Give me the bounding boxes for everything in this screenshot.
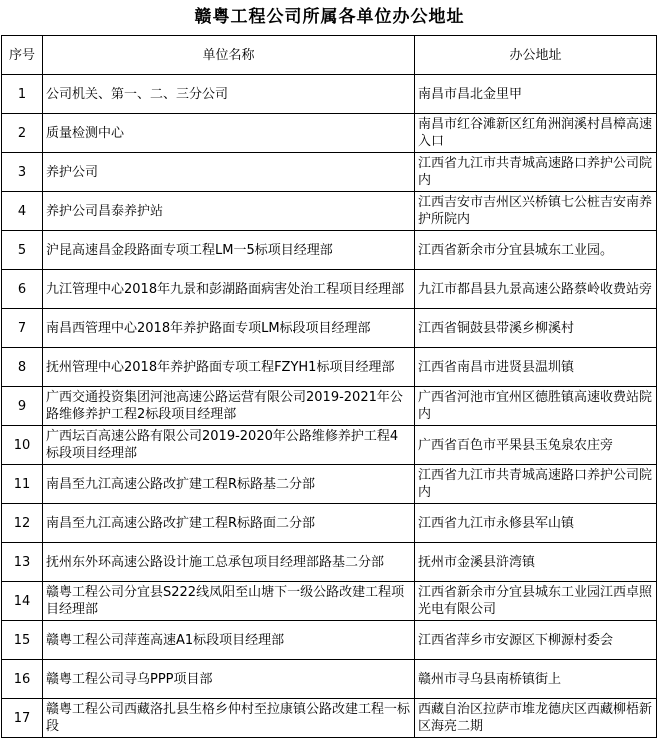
table-body — [2, 75, 657, 738]
unit-name-cell: 养护公司昌泰养护站 — [43, 192, 415, 231]
serial-number-cell: 9 — [2, 387, 43, 426]
unit-name-cell: 广西交通投资集团河池高速公路运营有限公司2019-2021年公路维修养护工程2标段项目经理部 — [43, 387, 415, 426]
unit-name-cell: 赣粤工程公司寻乌PPP项目部 — [43, 660, 415, 699]
serial-number-cell: 7 — [2, 309, 43, 348]
unit-name-cell: 质量检测中心 — [43, 114, 415, 153]
header-unit-name: 单位名称 — [43, 36, 415, 75]
table-row — [2, 621, 657, 660]
serial-number-cell: 4 — [2, 192, 43, 231]
table-row — [2, 231, 657, 270]
unit-name-cell: 广西坛百高速公路有限公司2019-2020年公路维修养护工程4标段项目经理部 — [43, 426, 415, 465]
office-address-cell: 南昌市昌北金里甲 — [415, 75, 657, 114]
unit-name-cell: 赣粤工程公司西藏洛扎县生格乡仲村至拉康镇公路改建工程一标段 — [43, 699, 415, 738]
serial-number-cell: 5 — [2, 231, 43, 270]
document-title: 赣粤工程公司所属各单位办公地址 — [194, 7, 465, 27]
serial-number-cell: 17 — [2, 699, 43, 738]
serial-number-cell: 8 — [2, 348, 43, 387]
office-address-cell: 江西省南昌市进贤县温圳镇 — [415, 348, 657, 387]
office-address-cell: 西藏自治区拉萨市堆龙德庆区西藏柳梧新区海亮二期 — [415, 699, 657, 738]
office-address-cell: 赣州市寻乌县南桥镇街上 — [415, 660, 657, 699]
serial-number-cell: 13 — [2, 543, 43, 582]
office-address-cell: 九江市都昌县九景高速公路蔡岭收费站旁 — [415, 270, 657, 309]
office-address-cell: 江西省新余市分宜县城东工业园江西卓照光电有限公司 — [415, 582, 657, 621]
office-address-cell: 广西省百色市平果县玉兔泉农庄旁 — [415, 426, 657, 465]
table-row — [2, 348, 657, 387]
serial-number-cell: 1 — [2, 75, 43, 114]
table-row — [2, 75, 657, 114]
unit-name-cell: 沪昆高速昌金段路面专项工程LM一5标项目经理部 — [43, 231, 415, 270]
serial-number-cell: 12 — [2, 504, 43, 543]
office-address-cell: 抚州市金溪县浒湾镇 — [415, 543, 657, 582]
unit-name-cell: 南昌西管理中心2018年养护路面专项LM标段项目经理部 — [43, 309, 415, 348]
unit-name-cell: 抚州东外环高速公路设计施工总承包项目经理部路基二分部 — [43, 543, 415, 582]
table-row — [2, 114, 657, 153]
serial-number-cell: 10 — [2, 426, 43, 465]
table-row — [2, 309, 657, 348]
table-row — [2, 660, 657, 699]
office-address-cell: 江西吉安市吉州区兴桥镇七公桩吉安南养护所院内 — [415, 192, 657, 231]
table-row — [2, 270, 657, 309]
table-row — [2, 426, 657, 465]
unit-name-cell: 九江管理中心2018年九景和彭湖路面病害处治工程项目经理部 — [43, 270, 415, 309]
unit-name-cell: 抚州管理中心2018年养护路面专项工程FZYH1标项目经理部 — [43, 348, 415, 387]
table-row — [2, 192, 657, 231]
table-row — [2, 504, 657, 543]
unit-name-cell: 公司机关、第一、二、三分公司 — [43, 75, 415, 114]
table-row — [2, 699, 657, 738]
office-address-cell: 江西省九江市共青城高速路口养护公司院内 — [415, 153, 657, 192]
unit-name-cell: 赣粤工程公司萍莲高速A1标段项目经理部 — [43, 621, 415, 660]
table-row — [2, 387, 657, 426]
office-address-cell: 江西省新余市分宜县城东工业园。 — [415, 231, 657, 270]
serial-number-cell: 14 — [2, 582, 43, 621]
table-row — [2, 543, 657, 582]
office-address-cell: 江西省九江市共青城高速路口养护公司院内 — [415, 465, 657, 504]
unit-name-cell: 养护公司 — [43, 153, 415, 192]
unit-name-cell: 南昌至九江高速公路改扩建工程R标路面二分部 — [43, 504, 415, 543]
office-address-cell: 江西省萍乡市安源区下柳源村委会 — [415, 621, 657, 660]
unit-name-cell: 赣粤工程公司分宜县S222线凤阳至山塘下一级公路改建工程项目经理部 — [43, 582, 415, 621]
office-address-cell: 广西省河池市宜州区德胜镇高速收费站院内 — [415, 387, 657, 426]
header-serial-number: 序号 — [2, 36, 43, 75]
office-address-cell: 南昌市红谷滩新区红角洲润溪村昌樟高速入口 — [415, 114, 657, 153]
serial-number-cell: 15 — [2, 621, 43, 660]
table-row — [2, 153, 657, 192]
table-row — [2, 465, 657, 504]
serial-number-cell: 2 — [2, 114, 43, 153]
header-row — [2, 36, 657, 75]
header-office-address: 办公地址 — [415, 36, 657, 75]
table-row — [2, 582, 657, 621]
serial-number-cell: 3 — [2, 153, 43, 192]
serial-number-cell: 16 — [2, 660, 43, 699]
unit-name-cell: 南昌至九江高速公路改扩建工程R标路基二分部 — [43, 465, 415, 504]
office-address-cell: 江西省铜鼓县带溪乡柳溪村 — [415, 309, 657, 348]
address-table — [1, 35, 657, 738]
serial-number-cell: 6 — [2, 270, 43, 309]
office-address-cell: 江西省九江市永修县军山镇 — [415, 504, 657, 543]
serial-number-cell: 11 — [2, 465, 43, 504]
